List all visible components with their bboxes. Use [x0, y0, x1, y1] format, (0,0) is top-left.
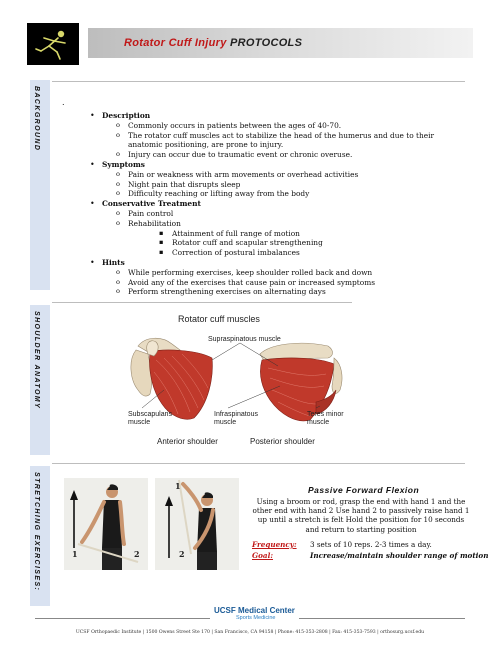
goal-value: Increase/maintain shoulder range of motion: [310, 551, 489, 560]
hints-heading: Hints: [102, 257, 125, 267]
ucsf-logo: [210, 606, 299, 626]
divider: [52, 302, 352, 303]
label-subscapularis: Subscapularis muscle: [128, 411, 172, 426]
list-item: ▪ Rotator cuff and scapular strengthening: [102, 238, 470, 248]
list-item: [90, 111, 470, 160]
rehab-label: Rehabilitation: [128, 218, 181, 228]
list-item: [102, 219, 470, 229]
section-label: STRETCHING EXERCISES:: [33, 472, 40, 592]
section-label: BACKGROUND: [33, 86, 40, 152]
exercise-title: Passive Forward Flexion: [308, 485, 420, 495]
photo-label-hand-2: 2: [179, 549, 185, 559]
background-content: [90, 111, 470, 297]
list-item: o Perform strengthening exercises on alternating days: [102, 287, 470, 297]
list-item: ▪ Attainment of full range of motion: [102, 229, 470, 239]
photo-label-hand-1: 1: [175, 481, 181, 491]
divider: [52, 463, 465, 464]
logo: [27, 23, 79, 65]
list-item: [90, 160, 470, 199]
label-anterior: Anterior shoulder: [157, 437, 218, 446]
list-item: o Avoid any of the exercises that cause pain or increased symptoms: [102, 278, 470, 288]
photo-label-hand-2: 2: [134, 549, 140, 559]
title-black: PROTOCOLS: [230, 37, 303, 49]
list-item: [90, 199, 470, 258]
list-item: o Pain or weakness with arm movements or overhead activities: [102, 170, 470, 180]
label-teres-minor: Teres minor muscle: [307, 411, 344, 426]
runner-silhouette-icon: [27, 23, 79, 65]
list-item: o While performing exercises, keep shoulder rolled back and down: [102, 268, 470, 278]
description-heading: Description: [102, 111, 151, 120]
section-tab-background: [30, 80, 50, 290]
title-bar: [88, 28, 473, 58]
list-item: o Difficulty reaching or lifting away from the body: [102, 189, 470, 199]
label-infraspinatus: Infraspinatous muscle: [214, 411, 258, 426]
section-tab-anatomy: [30, 305, 50, 455]
label-posterior: Posterior shoulder: [250, 437, 315, 446]
treatment-heading: Conservative Treatment: [102, 199, 201, 209]
title-red: Rotator Cuff Injury: [124, 37, 227, 49]
exercise-description: Using a broom or rod, grasp the end with hand 1 and the other end with hand 2 Use hand 2 to passively raise hand 1 up until a stretch is felt Hold the position for 10 seconds and return to starting position: [252, 497, 470, 534]
stray-mark: .: [62, 98, 65, 107]
section-label: SHOULDER ANATOMY: [33, 311, 40, 410]
frequency-value: 3 sets of 10 reps. 2-3 times a day.: [310, 540, 432, 549]
posterior-shoulder-drawing: [260, 343, 342, 421]
divider: [52, 81, 465, 82]
exercise-photo-start: [64, 478, 148, 570]
list-item: o Commonly occurs in patients between the ages of 40-70.: [102, 121, 470, 131]
ucsf-logo-main: UCSF Medical Center: [214, 606, 295, 615]
frequency-label: Frequency:: [252, 540, 297, 549]
exercise-photo-end: [155, 478, 239, 570]
section-tab-stretching: [30, 466, 50, 606]
list-item: ▪ Correction of postural imbalances: [102, 248, 470, 258]
list-item: o Injury can occur due to traumatic event or chronic overuse.: [102, 150, 470, 160]
list-item: o Night pain that disrupts sleep: [102, 180, 470, 190]
symptoms-heading: Symptoms: [102, 159, 145, 169]
ucsf-logo-sub: Sports Medicine: [236, 615, 276, 621]
list-item: [90, 258, 470, 297]
goal-label: Goal:: [252, 551, 273, 560]
label-supraspinatus: Supraspinatous muscle: [208, 336, 281, 343]
footer-address: UCSF Orthopaedic Institute | 1500 Owens Street Ste 170 | San Francisco, CA 94158 | Phone: 415-353-2808 | Fax: 415-353-7593 | orthosurg.ucsf.edu: [75, 630, 425, 635]
photo-label-hand-1: 1: [72, 549, 78, 559]
list-item: o Pain control: [102, 209, 470, 219]
page-title: [124, 37, 302, 49]
list-item: o The rotator cuff muscles act to stabilize the head of the humerus and due to their anatomic positioning, are prone to injury.: [102, 131, 470, 151]
anatomy-title: Rotator cuff muscles: [178, 314, 260, 324]
